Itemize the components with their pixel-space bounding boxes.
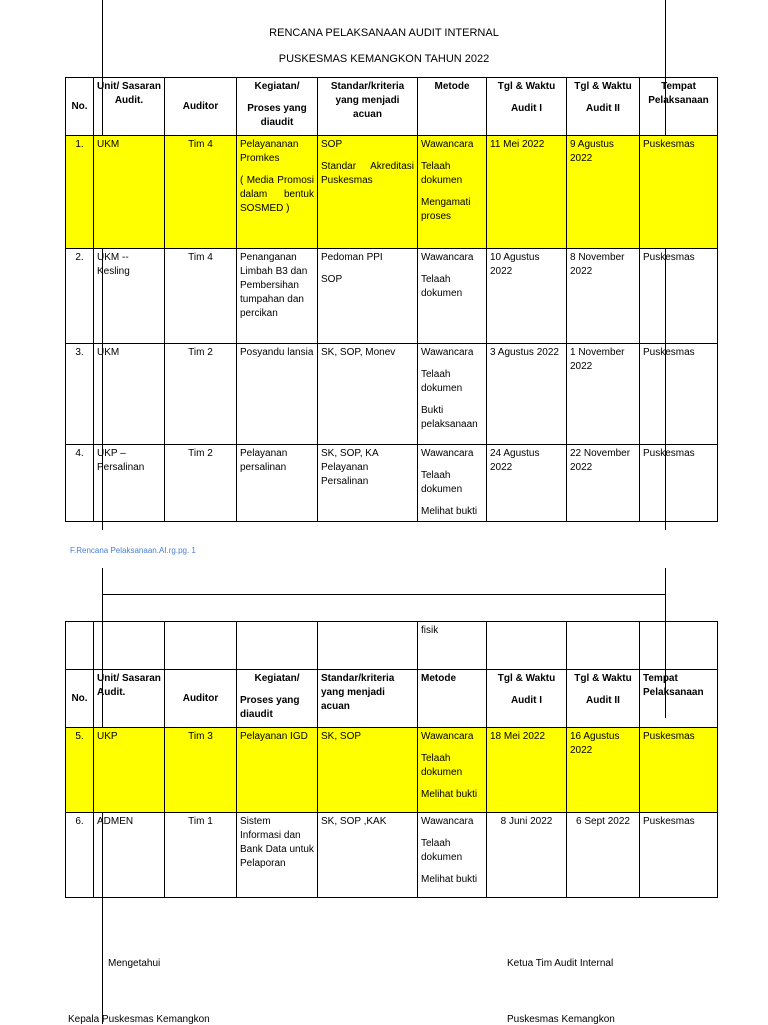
cell-unit: UKM xyxy=(94,136,165,249)
footer-reference: F.Rencana Pelaksanaan.AI.rg.pg. 1 xyxy=(70,546,196,555)
header-unit: Unit/ Sasaran Audit. xyxy=(94,670,165,728)
cell-unit: UKM -- Kesling xyxy=(94,249,165,344)
cell-audit2: 16 Agustus 2022 xyxy=(567,728,640,813)
header-audit1-b: Audit I xyxy=(510,695,543,706)
table-header-row xyxy=(66,78,718,136)
header-audit1 xyxy=(487,78,567,136)
cell-kegiatan-line: Sistem Informasi dan Bank Data untuk Pelaporan xyxy=(240,816,314,869)
cell-audit1: 3 Agustus 2022 xyxy=(487,344,567,445)
cell-metode-line: Telaah dokumen xyxy=(421,369,463,394)
table-row xyxy=(66,136,718,249)
cell-metode-line: Wawancara xyxy=(421,252,474,263)
continuation-row xyxy=(66,622,718,670)
header-kegiatan-b: Proses yang diaudit xyxy=(247,103,307,128)
continuation-text: fisik xyxy=(418,622,487,670)
cell-no: 6. xyxy=(66,813,94,898)
cell-metode xyxy=(418,445,487,522)
header-metode: Metode xyxy=(418,670,487,728)
cell-audit2: 9 Agustus 2022 xyxy=(567,136,640,249)
header-auditor: Auditor xyxy=(165,78,237,136)
cell-metode-line: Wawancara xyxy=(421,139,474,150)
cell-kegiatan xyxy=(237,136,318,249)
cell-tempat: Puskesmas xyxy=(640,813,718,898)
cell-standar-line: Standar Akreditasi Puskesmas xyxy=(321,161,414,186)
cell-unit: UKP xyxy=(94,728,165,813)
cell-metode-line: Telaah dokumen xyxy=(421,753,463,778)
cell-metode-line: Telaah dokumen xyxy=(421,161,463,186)
signature-left-title: Kepala Puskesmas Kemangkon xyxy=(68,1014,210,1025)
header-metode: Metode xyxy=(418,78,487,136)
cell-standar-line: SK, SOP, Monev xyxy=(321,347,396,358)
cell-metode xyxy=(418,728,487,813)
document-subtitle: PUSKESMAS KEMANGKON TAHUN 2022 xyxy=(278,53,490,65)
cell-audit1: 24 Agustus 2022 xyxy=(487,445,567,522)
cell-audit1: 10 Agustus 2022 xyxy=(487,249,567,344)
table-row xyxy=(66,728,718,813)
table-row xyxy=(66,344,718,445)
cell-standar xyxy=(318,136,418,249)
cell-kegiatan xyxy=(237,728,318,813)
table-row xyxy=(66,445,718,522)
cell-audit1: 11 Mei 2022 xyxy=(487,136,567,249)
audit-table-2 xyxy=(65,621,718,898)
cell-metode xyxy=(418,249,487,344)
cell-unit: ADMEN xyxy=(94,813,165,898)
header-kegiatan xyxy=(237,78,318,136)
cell-standar-line: SK, SOP xyxy=(321,731,362,742)
cell-audit1: 18 Mei 2022 xyxy=(487,728,567,813)
audit-table-1 xyxy=(65,77,718,522)
cell-standar xyxy=(318,445,418,522)
cell-auditor: Tim 4 xyxy=(165,136,237,249)
cell-tempat: Puskesmas xyxy=(640,728,718,813)
cell-kegiatan-line: Pelayanan IGD xyxy=(240,731,308,742)
cell-standar-line: SOP xyxy=(321,274,343,285)
cell-audit2: 6 Sept 2022 xyxy=(567,813,640,898)
header-kegiatan xyxy=(237,670,318,728)
cell-no: 5. xyxy=(66,728,94,813)
cell-kegiatan xyxy=(237,445,318,522)
cell-kegiatan xyxy=(237,249,318,344)
header-audit2-a: Tgl & Waktu xyxy=(574,673,632,684)
cell-tempat: Puskesmas xyxy=(640,445,718,522)
cell-auditor: Tim 2 xyxy=(165,445,237,522)
cell-auditor: Tim 4 xyxy=(165,249,237,344)
cell-kegiatan xyxy=(237,813,318,898)
cell-metode-line: Telaah dokumen xyxy=(421,838,463,863)
cell-metode-line: Wawancara xyxy=(421,816,474,827)
signature-left-label: Mengetahui xyxy=(108,958,161,969)
header-no: No. xyxy=(66,78,94,136)
cell-metode-line: Bukti pelaksanaan xyxy=(421,405,478,430)
cell-kegiatan-line: Pelayanan persalinan xyxy=(240,448,288,473)
header-audit2-b: Audit II xyxy=(586,695,620,706)
cell-tempat: Puskesmas xyxy=(640,136,718,249)
table-header-row-2 xyxy=(66,670,718,728)
cell-metode-line: Telaah dokumen xyxy=(421,274,463,299)
cell-audit2: 1 November 2022 xyxy=(567,344,640,445)
header-audit2-b: Audit II xyxy=(586,103,620,114)
header-no: No. xyxy=(66,670,94,728)
cell-standar-line: SK, SOP, KA Pelayanan Persalinan xyxy=(321,448,379,487)
signature-right-label: Ketua Tim Audit Internal xyxy=(507,958,614,969)
header-tempat: Tempat Pelaksanaan xyxy=(640,670,718,728)
cell-standar-line: SOP xyxy=(321,139,343,150)
signature-right-title: Puskesmas Kemangkon xyxy=(507,1014,615,1025)
document-title: RENCANA PELAKSANAAN AUDIT INTERNAL xyxy=(269,27,499,39)
cell-unit: UKP – Persalinan xyxy=(94,445,165,522)
cell-metode-line: Wawancara xyxy=(421,448,474,459)
cell-no: 1. xyxy=(66,136,94,249)
cell-no: 2. xyxy=(66,249,94,344)
cell-unit: UKM xyxy=(94,344,165,445)
cell-standar xyxy=(318,728,418,813)
table-row xyxy=(66,249,718,344)
cell-no: 3. xyxy=(66,344,94,445)
cell-kegiatan-line: ( Media Promosi dalam bentuk SOSMED ) xyxy=(240,175,314,214)
header-kegiatan-a: Kegiatan/ xyxy=(254,673,300,684)
header-kegiatan-a: Kegiatan/ xyxy=(254,81,300,92)
cell-metode-line: Melihat bukti xyxy=(421,874,478,885)
cell-kegiatan-line: Penanganan Limbah B3 dan Pembersihan tumpahan dan percikan xyxy=(240,252,308,319)
header-audit1-a: Tgl & Waktu xyxy=(497,81,556,92)
cell-no: 4. xyxy=(66,445,94,522)
cell-standar-line: SK, SOP ,KAK xyxy=(321,816,387,827)
header-unit: Unit/ Sasaran Audit. xyxy=(94,78,165,136)
cell-metode xyxy=(418,344,487,445)
cell-metode-line: Melihat bukti xyxy=(421,789,478,800)
cell-audit2: 22 November 2022 xyxy=(567,445,640,522)
cell-standar xyxy=(318,344,418,445)
header-audit2-a: Tgl & Waktu xyxy=(574,81,632,92)
header-tempat: Tempat Pelaksanaan xyxy=(640,78,718,136)
header-audit1 xyxy=(487,670,567,728)
table-row xyxy=(66,813,718,898)
cell-kegiatan xyxy=(237,344,318,445)
cell-tempat: Puskesmas xyxy=(640,344,718,445)
cell-metode-line: Telaah dokumen xyxy=(421,470,463,495)
cell-metode xyxy=(418,136,487,249)
header-audit2 xyxy=(567,670,640,728)
cell-metode-line: Melihat bukti xyxy=(421,506,478,517)
header-audit1-b: Audit I xyxy=(510,103,543,114)
cell-auditor: Tim 3 xyxy=(165,728,237,813)
header-auditor: Auditor xyxy=(165,670,237,728)
cell-auditor: Tim 1 xyxy=(165,813,237,898)
page2-top-line xyxy=(102,594,665,595)
cell-standar xyxy=(318,249,418,344)
header-standar: Standar/kriteria yang menjadi acuan xyxy=(318,670,418,728)
cell-metode-line: Mengamati proses xyxy=(421,197,471,222)
cell-standar-line: Pedoman PPI xyxy=(321,252,383,263)
cell-metode xyxy=(418,813,487,898)
header-kegiatan-b: Proses yang diaudit xyxy=(240,695,300,720)
cell-audit2: 8 November 2022 xyxy=(567,249,640,344)
cell-kegiatan-line: Pelayananan Promkes xyxy=(240,139,299,164)
cell-tempat: Puskesmas xyxy=(640,249,718,344)
cell-audit1: 8 Juni 2022 xyxy=(487,813,567,898)
cell-auditor: Tim 2 xyxy=(165,344,237,445)
cell-standar xyxy=(318,813,418,898)
header-audit2 xyxy=(567,78,640,136)
cell-metode-line: Wawancara xyxy=(421,731,474,742)
cell-kegiatan-line: Posyandu lansia xyxy=(240,347,314,358)
header-audit1-a: Tgl & Waktu xyxy=(497,673,556,684)
header-standar: Standar/kriteria yang menjadi acuan xyxy=(318,78,418,136)
cell-metode-line: Wawancara xyxy=(421,347,474,358)
